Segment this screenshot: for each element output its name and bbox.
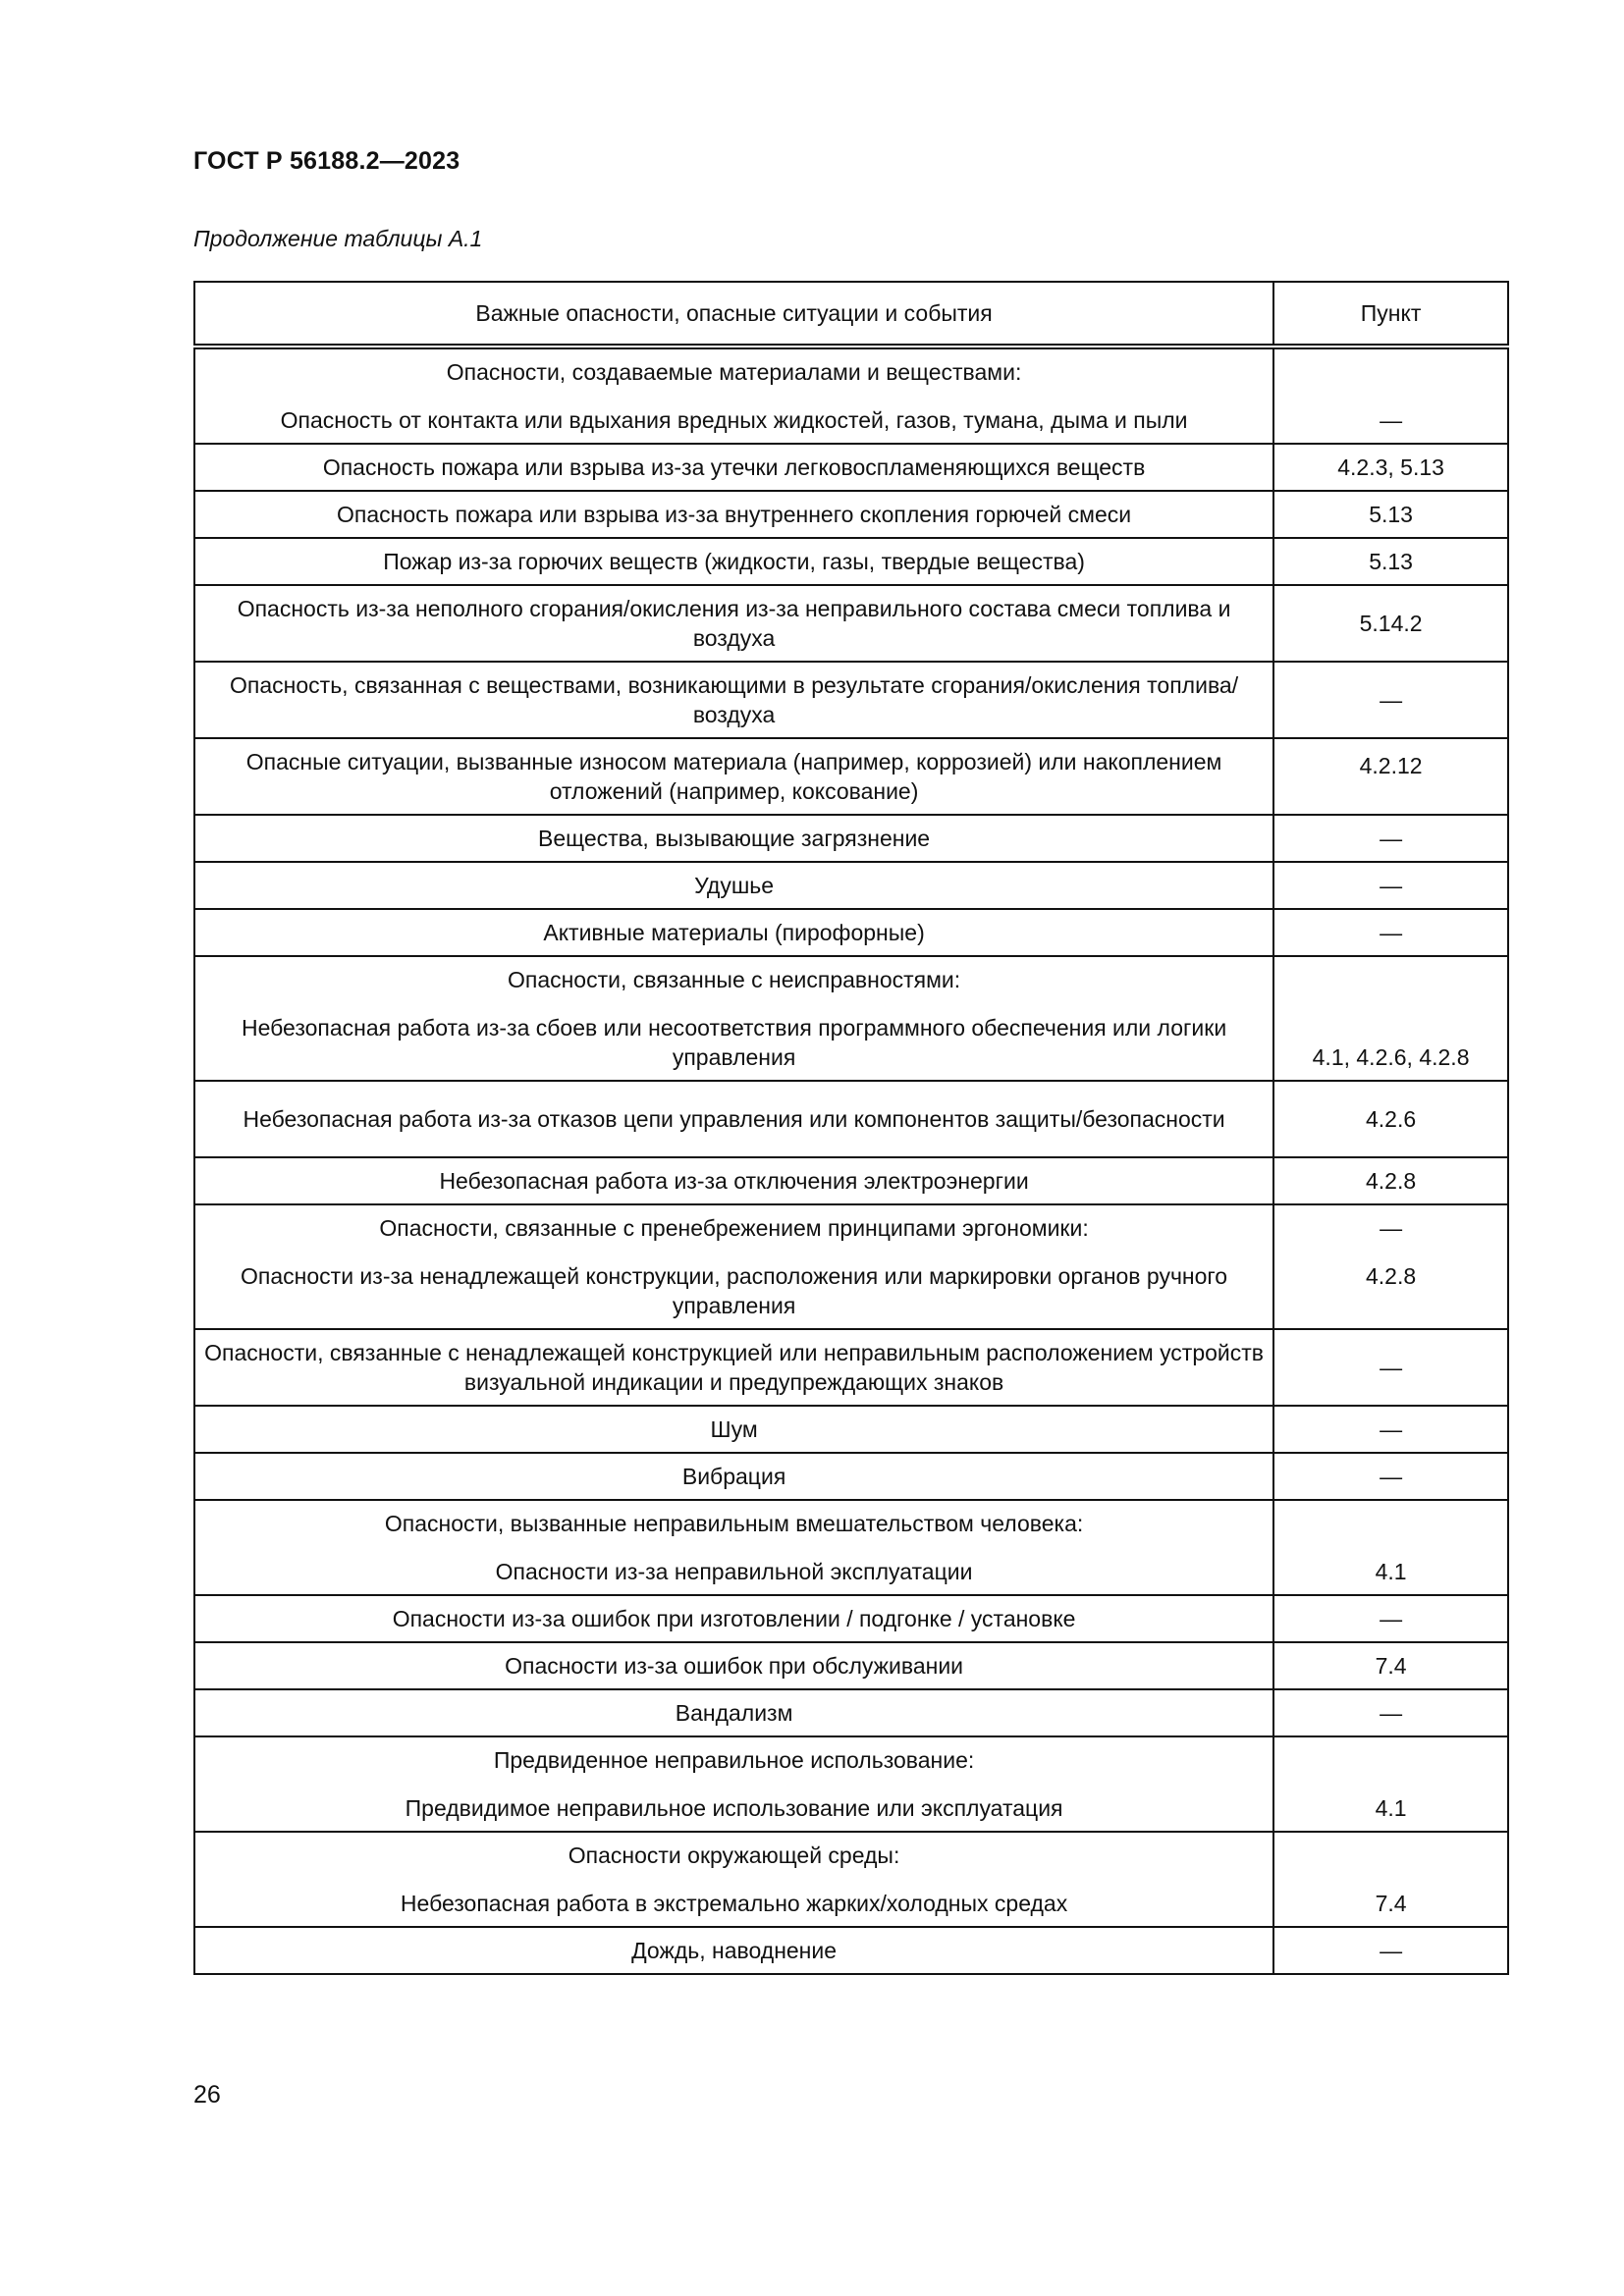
clause-cell: 4.2.6: [1273, 1081, 1508, 1157]
table-row: [194, 347, 1508, 444]
table-row: [194, 1406, 1508, 1453]
hazard-cell: Опасность пожара или взрыва из-за внутреннего скопления горючей смеси: [194, 491, 1273, 538]
clause-cell: 5.13: [1273, 538, 1508, 585]
group-heading: Опасности окружающей среды:: [568, 1842, 900, 1868]
clause-cell: 7.4: [1273, 1642, 1508, 1689]
hazard-cell: [194, 956, 1273, 1081]
clause-value: 4.2.8: [1365, 1263, 1417, 1289]
hazard-text: Опасности из-за неправильной эксплуатации: [495, 1559, 973, 1584]
table-row: [194, 1329, 1508, 1406]
hazard-cell: Вибрация: [194, 1453, 1273, 1500]
hazard-cell: Шум: [194, 1406, 1273, 1453]
table-row: [194, 1157, 1508, 1204]
hazard-cell: Опасность из-за неполного сгорания/окисления из-за неправильного состава смеси топлива и воздуха: [194, 585, 1273, 662]
group-heading: Предвиденное неправильное использование:: [493, 1747, 975, 1773]
clause-cell: 5.14.2: [1273, 585, 1508, 662]
clause-cell: 5.13: [1273, 491, 1508, 538]
hazard-cell: Небезопасная работа из-за отказов цепи управления или компонентов защиты/безопасности: [194, 1081, 1273, 1157]
clause-cell: —: [1273, 815, 1508, 862]
group-heading: Опасности, вызванные неправильным вмешательством человека:: [384, 1511, 1084, 1536]
hazard-cell: Опасность, связанная с веществами, возникающими в результате сгорания/окисления топлива/воздуха: [194, 662, 1273, 738]
group-heading: Опасности, связанные с неисправностями:: [507, 967, 961, 992]
clause-cell: 4.2.12: [1273, 738, 1508, 815]
clause-cell: —: [1273, 1927, 1508, 1974]
page-number: 26: [193, 2081, 221, 2109]
hazard-cell: [194, 1736, 1273, 1832]
group-heading: Опасности, создаваемые материалами и веществами:: [446, 359, 1022, 385]
clause-cell: —: [1273, 1453, 1508, 1500]
clause-cell: 4.1: [1273, 1500, 1508, 1595]
clause-cell: —: [1273, 1595, 1508, 1642]
table-row: [194, 1832, 1508, 1927]
clause-cell: [1273, 1204, 1508, 1329]
clause-cell: 7.4: [1273, 1832, 1508, 1927]
table-row: [194, 491, 1508, 538]
table-row: [194, 1453, 1508, 1500]
table-row: [194, 1927, 1508, 1974]
clause-cell: —: [1273, 1329, 1508, 1406]
table-row: [194, 1595, 1508, 1642]
hazard-cell: Опасности из-за ошибок при изготовлении / подгонке / установке: [194, 1595, 1273, 1642]
hazard-cell: Опасности, связанные с ненадлежащей конструкцией или неправильным расположением устройств визуальной индикации и предупреждающих знаков: [194, 1329, 1273, 1406]
hazard-text: Опасности из-за ненадлежащей конструкции, расположения или маркировки органов ручного управления: [241, 1263, 1228, 1318]
column-header-clause: Пункт: [1273, 282, 1508, 347]
clause-cell: 4.2.3, 5.13: [1273, 444, 1508, 491]
table-row: [194, 738, 1508, 815]
hazard-text: Опасность от контакта или вдыхания вредных жидкостей, газов, тумана, дыма и пыли: [280, 407, 1188, 433]
hazard-cell: Дождь, наводнение: [194, 1927, 1273, 1974]
column-header-hazards: Важные опасности, опасные ситуации и события: [194, 282, 1273, 347]
table-row: [194, 1500, 1508, 1595]
table-row: [194, 1642, 1508, 1689]
clause-cell: 4.1, 4.2.6, 4.2.8: [1273, 956, 1508, 1081]
hazard-cell: [194, 1500, 1273, 1595]
table-row: [194, 1204, 1508, 1329]
group-heading: Опасности, связанные с пренебрежением принципами эргономики:: [379, 1215, 1089, 1241]
clause-cell: —: [1273, 347, 1508, 444]
document-code: ГОСТ Р 56188.2—2023: [193, 147, 460, 175]
hazard-cell: Опасные ситуации, вызванные износом материала (например, коррозией) или накоплением отложений (например, коксование): [194, 738, 1273, 815]
clause-value: —: [1380, 1215, 1403, 1241]
table-row: [194, 662, 1508, 738]
hazard-cell: Активные материалы (пирофорные): [194, 909, 1273, 956]
clause-cell: —: [1273, 862, 1508, 909]
table-row: [194, 909, 1508, 956]
clause-cell: —: [1273, 662, 1508, 738]
table-row: [194, 1736, 1508, 1832]
table-header-row: [194, 282, 1508, 347]
hazard-cell: [194, 347, 1273, 444]
table-row: [194, 538, 1508, 585]
clause-cell: —: [1273, 909, 1508, 956]
hazard-cell: Пожар из-за горючих веществ (жидкости, газы, твердые вещества): [194, 538, 1273, 585]
table-row: [194, 1081, 1508, 1157]
clause-cell: 4.2.8: [1273, 1157, 1508, 1204]
hazard-text: Небезопасная работа из-за сбоев или несоответствия программного обеспечения или логики управления: [241, 1015, 1227, 1070]
hazard-cell: [194, 1204, 1273, 1329]
table-row: [194, 956, 1508, 1081]
hazard-cell: Опасности из-за ошибок при обслуживании: [194, 1642, 1273, 1689]
hazard-text: Предвидимое неправильное использование или эксплуатация: [405, 1795, 1063, 1821]
hazard-cell: Вещества, вызывающие загрязнение: [194, 815, 1273, 862]
hazard-text: Небезопасная работа в экстремально жарких/холодных средах: [400, 1891, 1068, 1916]
hazard-table: [193, 281, 1509, 1975]
hazard-cell: Опасность пожара или взрыва из-за утечки легковоспламеняющихся веществ: [194, 444, 1273, 491]
hazard-cell: Удушье: [194, 862, 1273, 909]
table-row: [194, 1689, 1508, 1736]
table-row: [194, 444, 1508, 491]
table-caption: Продолжение таблицы А.1: [193, 226, 483, 251]
table-row: [194, 585, 1508, 662]
hazard-cell: Небезопасная работа из-за отключения электроэнергии: [194, 1157, 1273, 1204]
clause-cell: 4.1: [1273, 1736, 1508, 1832]
hazard-cell: [194, 1832, 1273, 1927]
table-row: [194, 862, 1508, 909]
clause-cell: —: [1273, 1406, 1508, 1453]
table-row: [194, 815, 1508, 862]
clause-cell: —: [1273, 1689, 1508, 1736]
hazard-cell: Вандализм: [194, 1689, 1273, 1736]
